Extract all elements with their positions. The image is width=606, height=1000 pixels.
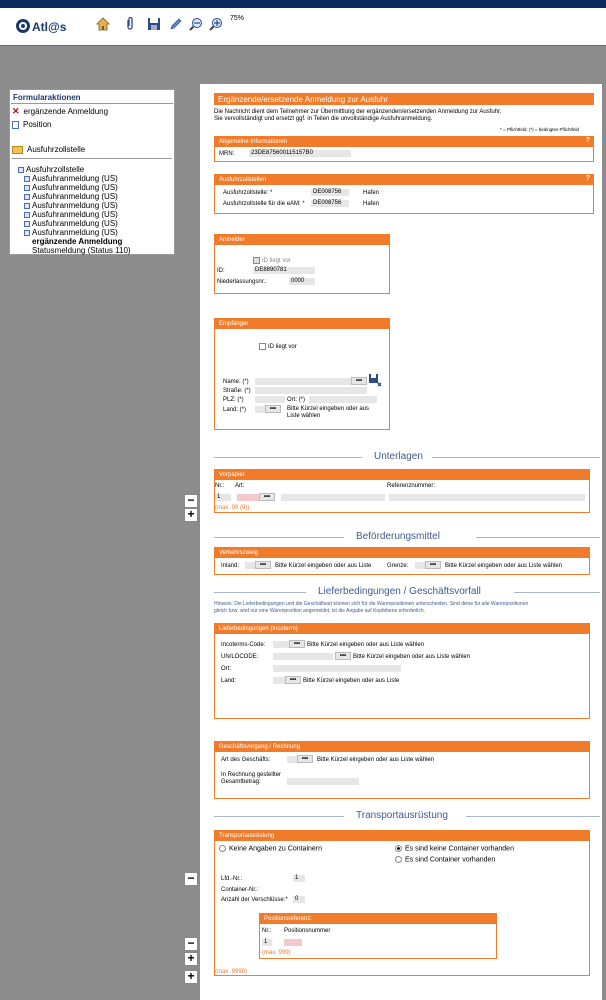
zoom-out-icon[interactable] (188, 16, 204, 32)
section-documents: Unterlagen (214, 451, 600, 463)
export-office-eam-name: Hafen (363, 201, 380, 207)
border-hint: Bitte Kürzel eingeben oder aus Liste wählen (445, 563, 563, 569)
hint-text-1: Hinweis: Die Lieferbedingungen und die Geschäftsart können sich für die Warenpositionen unterscheiden. Sind diese für alle Warenpositionen (214, 601, 529, 607)
add-button[interactable]: + (184, 508, 198, 522)
zip-label: PLZ: (*) (223, 397, 244, 403)
mrn-label: MRN: (219, 151, 235, 157)
transaction-hint: Bitte Kürzel eingeben oder aus Liste wählen (317, 757, 435, 763)
top-bar (0, 0, 606, 8)
box-header: Verkehrszweig (215, 548, 589, 558)
intro-text-2: Sie vervollständigt und ersetzt ggf. in Teilen die unvollständige Ausfuhranmeldung. (214, 116, 433, 122)
unlocode-field[interactable] (273, 653, 333, 660)
pos-max-hint: (max. 999) (262, 950, 291, 956)
prior-document-box (214, 469, 590, 513)
type-label: Art: (235, 483, 245, 489)
country-label: Land: (*) (223, 407, 247, 413)
reference-label: Referenznummer: (387, 483, 436, 489)
declarant-id-checkbox[interactable]: ID liegt vor (253, 257, 291, 264)
max-hint: (max. 99 (9)) (215, 505, 250, 511)
container-nr-label: Container-Nr.: (221, 887, 259, 893)
tree-node-icon (24, 230, 30, 236)
folder-export-office[interactable]: Ausfuhrzollstelle (12, 145, 85, 154)
document-icon (12, 121, 19, 129)
invoice-label-1: In Rechnung gestellter (221, 772, 282, 778)
consignee-id-checkbox[interactable]: ID liegt vor (259, 343, 297, 350)
street-label: Straße: (*) (223, 388, 251, 394)
tree-node-icon (18, 167, 24, 173)
place-field[interactable] (273, 665, 401, 672)
seals-label: Anzahl der Verschlüsse:* (221, 897, 288, 903)
checkbox-icon (259, 343, 266, 350)
box-header: Vorpapier (215, 470, 589, 480)
panel-title: Formularaktionen (11, 90, 173, 104)
reference-field[interactable] (389, 494, 585, 501)
checkbox-icon (253, 257, 260, 264)
box-header: Lieferbedingungen (Incoterm) (215, 624, 589, 634)
edit-pencil-icon[interactable] (168, 16, 184, 32)
box-header: Ausfuhrzollstellen ? (215, 175, 593, 185)
add-button[interactable]: + (184, 952, 198, 966)
unlocode-lookup-button[interactable]: ••• (335, 652, 351, 660)
pos-number-label: Positionsnummer (284, 928, 331, 934)
export-office-field[interactable]: DE008756 (311, 189, 349, 196)
country-hint-1: Bitte Kürzel eingeben oder aus (287, 406, 370, 412)
export-offices-box (214, 174, 594, 214)
pos-nr-label: Nr.: (262, 928, 272, 934)
zoom-level: 75% (230, 15, 245, 22)
required-legend: * = Pflichtfeld; (*) = bedingtes Pflichtfeld (500, 127, 580, 132)
svg-text:Atl@s: Atl@s (32, 20, 67, 34)
country-field[interactable] (255, 406, 265, 413)
inland-lookup-button[interactable]: ••• (255, 561, 271, 569)
export-office-eam-label: Ausfuhrzollstelle für die eAM: * (223, 201, 305, 207)
type-detail-field[interactable] (281, 494, 385, 501)
incoterms-box (214, 623, 590, 719)
attachment-icon[interactable] (122, 16, 138, 32)
row-nr-field[interactable]: 1 (215, 494, 231, 501)
remove-button[interactable]: − (184, 494, 198, 508)
transport-mode-box (214, 547, 590, 575)
border-label: Grenze: (387, 563, 409, 569)
declarant-id-label: ID: (217, 268, 225, 274)
branch-label: Niederlassungsnr.: (217, 279, 267, 285)
border-lookup-button[interactable]: ••• (425, 561, 441, 569)
border-field[interactable] (415, 562, 425, 569)
toolbar (0, 8, 606, 46)
form-actions-panel (9, 89, 175, 255)
export-office-name: Hafen (363, 190, 380, 196)
radio-no-containers[interactable]: Es sind keine Container vorhanden (395, 845, 514, 852)
section-transport-equipment: Transportausrüstung (214, 810, 600, 822)
max-hint: (max. 9999) (215, 969, 248, 975)
country-label: Land: (221, 678, 237, 684)
transaction-type-field[interactable] (287, 756, 297, 763)
name-lookup-button[interactable]: ••• (351, 377, 367, 385)
remove-button[interactable]: − (184, 937, 198, 951)
tree-node-icon (24, 221, 30, 227)
inland-field[interactable] (245, 562, 255, 569)
box-header: Anmelder (215, 235, 389, 245)
help-icon[interactable]: ? (585, 175, 590, 182)
section-transport-means: Beförderungsmittel (214, 531, 600, 543)
radio-icon (395, 856, 402, 863)
hint-text-2: gleich bzw. wird nur eine Warenposition angemeldet, ist die Angabe auf Kopfebene erforderlich. (214, 608, 426, 614)
country-lookup-button[interactable]: ••• (285, 676, 301, 684)
invoice-amount-field[interactable] (287, 778, 359, 785)
mrn-field[interactable]: 23DE875600115157B0 (249, 150, 351, 157)
save-icon[interactable] (146, 16, 162, 32)
close-x-icon: ✕ (12, 106, 20, 116)
incoterms-hint: Bitte Kürzel eingeben oder aus Liste wählen (307, 642, 425, 648)
tree-node-icon (24, 203, 30, 209)
action-supplementary-declaration[interactable]: ✕ ergänzende Anmeldung (12, 106, 109, 116)
box-header: Transportausrüstung (215, 831, 589, 841)
business-transaction-box (214, 741, 590, 799)
nr-label: Nr.: (215, 483, 225, 489)
divider (12, 158, 172, 159)
radio-containers-present[interactable]: Es sind Container vorhanden (395, 856, 495, 863)
folder-icon (12, 146, 23, 154)
intro-text-1: Die Nachricht dient dem Teilnehmer zur Übermittlung der ergänzenden/ersetzenden Anmeldung zur Ausfuhr. (214, 109, 502, 115)
position-reference-box (259, 913, 497, 959)
invoice-label-2: Gesamtbetrag: (221, 779, 261, 785)
pos-row-field[interactable]: 1 (262, 939, 272, 946)
branch-field[interactable]: 0000 (289, 278, 315, 285)
export-office-label: Ausfuhrzollstelle: * (223, 190, 273, 196)
country-lookup-button[interactable]: ••• (265, 405, 281, 413)
general-info-box (214, 136, 594, 162)
tree-item[interactable]: Ausfuhranmeldung (US) (24, 201, 118, 210)
country-hint-2: Liste wählen (287, 413, 321, 419)
box-header: Empfänger (215, 319, 389, 329)
tree-node-icon (24, 194, 30, 200)
action-position[interactable]: Position (12, 120, 51, 129)
consignee-box (214, 318, 390, 430)
serial-field[interactable]: 1 (293, 875, 305, 882)
add-button[interactable]: + (184, 970, 198, 984)
unlocode-hint: Bitte Kürzel eingeben oder aus Liste wählen (353, 654, 471, 660)
tree-item-selected[interactable]: ergänzende Anmeldung (32, 237, 123, 246)
address-book-icon[interactable] (368, 373, 382, 387)
transaction-type-label: Art des Geschäfts: (221, 757, 271, 763)
type-field[interactable] (237, 494, 259, 501)
city-field[interactable] (309, 396, 377, 403)
remove-button[interactable]: − (184, 872, 198, 886)
incoterms-lookup-button[interactable]: ••• (289, 640, 305, 648)
atlas-logo (14, 14, 74, 42)
tree-item[interactable]: Ausfuhranmeldung (US) (24, 192, 118, 201)
radio-selected-icon (395, 845, 402, 852)
name-field[interactable] (255, 378, 351, 385)
seals-field[interactable]: 0 (293, 896, 305, 903)
tree-item[interactable]: Ausfuhranmeldung (US) (24, 174, 118, 183)
tree-item[interactable]: Ausfuhranmeldung (US) (24, 183, 118, 192)
place-label: Ort: (221, 666, 231, 672)
incoterms-code-field[interactable] (273, 641, 289, 648)
box-header: Allgemeine Informationen ? (215, 137, 593, 147)
pos-number-field[interactable] (284, 939, 302, 946)
radio-no-container-info[interactable]: Keine Angaben zu Containern (219, 845, 322, 852)
help-icon[interactable]: ? (585, 137, 590, 144)
tree-root[interactable]: Ausfuhrzollstelle (18, 165, 84, 174)
tree-item[interactable]: Ausfuhranmeldung (US) (24, 228, 118, 237)
transport-equipment-box (214, 830, 590, 976)
street-field[interactable] (255, 387, 367, 394)
name-label: Name: (*) (223, 379, 249, 385)
declarant-id-field[interactable]: DE8890781 (253, 267, 315, 274)
box-header: Geschäftsvorgang / Rechnung (215, 742, 589, 752)
type-lookup-button[interactable]: ••• (259, 493, 275, 501)
form-title: Ergänzende/ersetzende Anmeldung zur Ausfuhr (214, 93, 594, 105)
section-delivery-terms: Lieferbedingungen / Geschäftsvorfall (214, 586, 600, 598)
inland-hint: Bitte Kürzel eingeben oder aus Liste (275, 563, 372, 569)
inland-label: Inland: (221, 563, 240, 569)
serial-label: Lfd.-Nr.: (221, 876, 243, 882)
city-label: Ort: (*) (287, 397, 305, 403)
country-hint: Bitte Kürzel eingeben oder aus Liste (303, 678, 400, 684)
tree-item-status[interactable]: Statusmeldung (Status 110) (32, 246, 131, 255)
unlocode-label: UN/LOCODE: (221, 654, 259, 660)
tree-node-icon (24, 185, 30, 191)
tree-item[interactable]: Ausfuhranmeldung (US) (24, 219, 118, 228)
tree-node-icon (24, 212, 30, 218)
declarant-box (214, 234, 390, 294)
incoterms-code-label: Incoterms-Code: (221, 642, 266, 648)
zip-field[interactable] (255, 396, 285, 403)
radio-icon (219, 845, 226, 852)
country-field[interactable] (273, 677, 285, 684)
zoom-in-icon[interactable] (208, 16, 224, 32)
tree-item[interactable]: Ausfuhranmeldung (US) (24, 210, 118, 219)
box-header: Positionsreferenz: (260, 914, 496, 924)
tree-node-icon (24, 176, 30, 182)
export-office-eam-field[interactable]: DE008756 (311, 200, 349, 207)
transaction-lookup-button[interactable]: ••• (297, 755, 313, 763)
home-icon[interactable] (95, 16, 111, 32)
